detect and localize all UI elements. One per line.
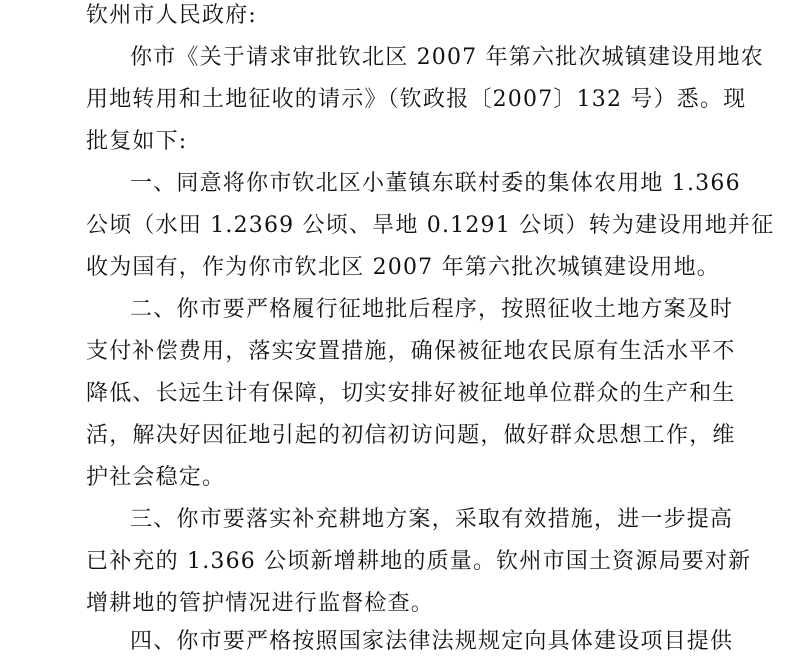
paragraph-2-line-3: 收为国有，作为你市钦北区 2007 年第六批次城镇建设用地。 — [86, 255, 720, 280]
paragraph-1-line-3: 批复如下: — [86, 129, 188, 154]
paragraph-3-line-3: 降低、长远生计有保障，切实安排好被征地单位群众的生产和生 — [86, 381, 736, 406]
paragraph-3-line-5: 护社会稳定。 — [86, 465, 226, 490]
salutation: 钦州市人民政府: — [86, 3, 258, 28]
paragraph-1-line-2: 用地转用和土地征收的请示》（钦政报〔2007〕132 号）悉。现 — [86, 87, 747, 112]
paragraph-4-line-1: 三、你市要落实补充耕地方案，采取有效措施，进一步提高 — [130, 507, 734, 532]
paragraph-4-line-3: 增耕地的管护情况进行监督检查。 — [86, 591, 435, 616]
paragraph-3-line-1: 二、你市要严格履行征地批后程序，按照征收土地方案及时 — [130, 297, 734, 322]
paragraph-2-line-1: 一、同意将你市钦北区小董镇东联村委的集体农用地 1.366 — [130, 171, 741, 196]
paragraph-4-line-2: 已补充的 1.366 公顷新增耕地的质量。钦州市国土资源局要对新 — [86, 549, 752, 574]
paragraph-2-line-2: 公顷（水田 1.2369 公顷、旱地 0.1291 公顷）转为建设用地并征 — [86, 213, 775, 238]
paragraph-5-line-1: 四、你市要严格按照国家法律法规规定向具体建设项目提供 — [130, 629, 734, 654]
paragraph-3-line-2: 支付补偿费用，落实安置措施，确保被征地农民原有生活水平不 — [86, 339, 736, 364]
paragraph-1-line-1: 你市《关于请求审批钦北区 2007 年第六批次城镇建设用地农 — [130, 45, 764, 70]
paragraph-3-line-4: 活，解决好因征地引起的初信初访问题，做好群众思想工作，维 — [86, 423, 736, 448]
